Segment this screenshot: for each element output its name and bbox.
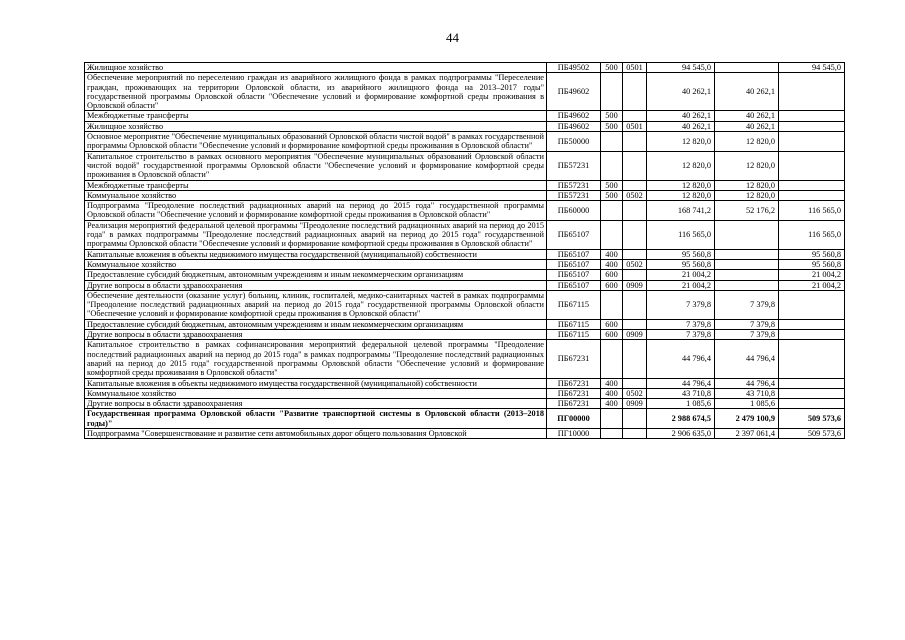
row-name: Основное мероприятие "Обеспечение муниципальных образований Орловской области чистой водой" в рамках государственной программы Орловской области "Обеспечение условий и формирование комфортной среды проживания в Орловской области" <box>85 132 547 152</box>
row-expense-type <box>601 201 623 221</box>
row-section: 0501 <box>623 121 647 131</box>
row-total: 168 741,2 <box>647 201 715 221</box>
row-name: Другие вопросы в области здравоохранения <box>85 330 547 340</box>
row-code: ПБ49602 <box>547 121 601 131</box>
row-code: ПБ49602 <box>547 111 601 121</box>
row-federal: 21 004,2 <box>779 270 845 280</box>
row-section <box>623 378 647 388</box>
row-section: 0501 <box>623 63 647 73</box>
row-regional: 12 820,0 <box>715 190 779 200</box>
row-regional: 2 479 100,9 <box>715 409 779 429</box>
row-section <box>623 270 647 280</box>
row-federal <box>779 132 845 152</box>
row-code: ПБ67115 <box>547 319 601 329</box>
row-regional: 40 262,1 <box>715 111 779 121</box>
row-name: Предоставление субсидий бюджетным, автономным учреждениям и иным некоммерческим организациям <box>85 319 547 329</box>
row-section: 0909 <box>623 330 647 340</box>
table-row <box>85 121 845 131</box>
row-regional: 7 379,8 <box>715 319 779 329</box>
row-total: 21 004,2 <box>647 280 715 290</box>
row-total: 12 820,0 <box>647 190 715 200</box>
row-section: 0502 <box>623 388 647 398</box>
row-code: ПБ57231 <box>547 151 601 180</box>
row-name: Другие вопросы в области здравоохранения <box>85 280 547 290</box>
row-regional <box>715 280 779 290</box>
row-code: ПБ67115 <box>547 330 601 340</box>
row-expense-type <box>601 290 623 319</box>
row-name: Капитальные вложения в объекты недвижимого имущества государственной (муниципальной) собственности <box>85 378 547 388</box>
row-section: 0502 <box>623 190 647 200</box>
table-row <box>85 111 845 121</box>
table-row <box>85 270 845 280</box>
row-section <box>623 319 647 329</box>
row-total: 7 379,8 <box>647 290 715 319</box>
row-name: Государственная программа Орловской области "Развитие транспортной системы в Орловской области (2013–2018 годы)" <box>85 409 547 429</box>
row-code: ПГ00000 <box>547 409 601 429</box>
row-regional <box>715 259 779 269</box>
row-name: Межбюджетные трансферты <box>85 111 547 121</box>
row-code: ПБ67115 <box>547 290 601 319</box>
row-code: ПБ60000 <box>547 201 601 221</box>
page-number: 44 <box>446 30 459 45</box>
row-expense-type: 600 <box>601 330 623 340</box>
row-name: Жилищное хозяйство <box>85 63 547 73</box>
row-section <box>623 428 647 438</box>
row-federal <box>779 151 845 180</box>
row-section <box>623 180 647 190</box>
row-total: 40 262,1 <box>647 73 715 111</box>
row-expense-type <box>601 151 623 180</box>
row-regional: 2 397 061,4 <box>715 428 779 438</box>
row-section: 0909 <box>623 280 647 290</box>
row-regional <box>715 270 779 280</box>
row-regional: 43 710,8 <box>715 388 779 398</box>
row-name: Жилищное хозяйство <box>85 121 547 131</box>
row-name: Коммунальное хозяйство <box>85 388 547 398</box>
row-expense-type <box>601 132 623 152</box>
row-regional: 1 085,6 <box>715 399 779 409</box>
row-regional: 7 379,8 <box>715 290 779 319</box>
row-expense-type: 600 <box>601 280 623 290</box>
row-name: Реализация мероприятий федеральной целевой программы "Преодоление последствий радиационных аварий на период до 2015 года" в рамках подпрограммы "Преодоление последствий радиационных аварий на период до 2015 года" государственной программы Орловской области "Обеспечение условий и формирование комфортной среды проживания в Орловской области" <box>85 220 547 249</box>
row-regional: 12 820,0 <box>715 151 779 180</box>
row-code: ПГ10000 <box>547 428 601 438</box>
row-expense-type: 500 <box>601 190 623 200</box>
row-expense-type <box>601 73 623 111</box>
row-total: 95 560,8 <box>647 249 715 259</box>
row-section: 0909 <box>623 399 647 409</box>
row-code: ПБ67231 <box>547 399 601 409</box>
row-code: ПБ49502 <box>547 63 601 73</box>
table-row <box>85 151 845 180</box>
row-code: ПБ67231 <box>547 340 601 378</box>
row-federal <box>779 73 845 111</box>
table-row <box>85 378 845 388</box>
row-expense-type <box>601 428 623 438</box>
row-section: 0502 <box>623 259 647 269</box>
row-regional: 7 379,8 <box>715 330 779 340</box>
row-total: 40 262,1 <box>647 121 715 131</box>
row-regional: 44 796,4 <box>715 340 779 378</box>
row-name: Другие вопросы в области здравоохранения <box>85 399 547 409</box>
row-code: ПБ57231 <box>547 190 601 200</box>
row-federal <box>779 190 845 200</box>
table-row <box>85 180 845 190</box>
row-expense-type: 600 <box>601 319 623 329</box>
row-total: 1 085,6 <box>647 399 715 409</box>
row-federal: 94 545,0 <box>779 63 845 73</box>
row-regional: 52 176,2 <box>715 201 779 221</box>
row-total: 44 796,4 <box>647 340 715 378</box>
row-federal: 95 560,8 <box>779 259 845 269</box>
row-section <box>623 73 647 111</box>
row-section <box>623 249 647 259</box>
row-name: Капитальное строительство в рамках софинансирования мероприятий федеральной целевой программы "Преодоление последствий радиационных аварий на период до 2015 года" в рамках подпрограммы "Преодоление последствий радиационных аварий на период до 2015 года" государственной программы Орловской области "Обеспечение условий и формирование комфортной среды проживания в Орловской области" <box>85 340 547 378</box>
row-regional: 40 262,1 <box>715 121 779 131</box>
row-regional: 12 820,0 <box>715 132 779 152</box>
table-row <box>85 259 845 269</box>
table-row <box>85 63 845 73</box>
row-section <box>623 132 647 152</box>
table-row <box>85 428 845 438</box>
table-row <box>85 190 845 200</box>
row-total: 94 545,0 <box>647 63 715 73</box>
row-expense-type: 400 <box>601 388 623 398</box>
table-row <box>85 220 845 249</box>
row-expense-type <box>601 340 623 378</box>
row-section <box>623 111 647 121</box>
table-row <box>85 409 845 429</box>
row-expense-type: 600 <box>601 270 623 280</box>
row-federal: 509 573,6 <box>779 409 845 429</box>
row-name: Предоставление субсидий бюджетным, автономным учреждениям и иным некоммерческим организациям <box>85 270 547 280</box>
row-total: 12 820,0 <box>647 180 715 190</box>
row-regional <box>715 63 779 73</box>
row-federal: 509 573,6 <box>779 428 845 438</box>
row-expense-type: 500 <box>601 121 623 131</box>
row-name: Коммунальное хозяйство <box>85 259 547 269</box>
row-regional: 44 796,4 <box>715 378 779 388</box>
table-row <box>85 290 845 319</box>
table-row <box>85 73 845 111</box>
row-code: ПБ65107 <box>547 280 601 290</box>
row-federal <box>779 340 845 378</box>
table-row <box>85 388 845 398</box>
row-section <box>623 201 647 221</box>
row-expense-type: 400 <box>601 259 623 269</box>
row-total: 7 379,8 <box>647 319 715 329</box>
table-row <box>85 132 845 152</box>
row-total: 7 379,8 <box>647 330 715 340</box>
row-federal: 116 565,0 <box>779 220 845 249</box>
row-expense-type: 400 <box>601 399 623 409</box>
table-row <box>85 399 845 409</box>
row-regional: 12 820,0 <box>715 180 779 190</box>
row-federal <box>779 180 845 190</box>
row-total: 116 565,0 <box>647 220 715 249</box>
row-federal <box>779 330 845 340</box>
row-regional <box>715 249 779 259</box>
row-federal <box>779 399 845 409</box>
row-expense-type: 500 <box>601 63 623 73</box>
row-total: 44 796,4 <box>647 378 715 388</box>
row-section <box>623 151 647 180</box>
row-name: Капитальные вложения в объекты недвижимого имущества государственной (муниципальной) собственности <box>85 249 547 259</box>
row-federal <box>779 290 845 319</box>
row-name: Обеспечение деятельности (оказание услуг) больниц, клиник, госпиталей, медико-санитарных частей в рамках подпрограммы "Преодоление последствий радиационных аварий на период до 2015 года" государственной программы Орловской области "Обеспечение условий и формирование комфортной среды проживания в Орловской области" <box>85 290 547 319</box>
row-total: 12 820,0 <box>647 132 715 152</box>
row-code: ПБ57231 <box>547 180 601 190</box>
row-name: Межбюджетные трансферты <box>85 180 547 190</box>
row-section <box>623 409 647 429</box>
row-name: Подпрограмма "Преодоление последствий радиационных аварий на период до 2015 года" государственной программы Орловской области "Обеспечение условий и формирование комфортной среды проживания в Орловской области" <box>85 201 547 221</box>
table-row <box>85 340 845 378</box>
row-code: ПБ49602 <box>547 73 601 111</box>
row-expense-type: 500 <box>601 111 623 121</box>
row-federal <box>779 319 845 329</box>
row-code: ПБ65107 <box>547 220 601 249</box>
row-total: 40 262,1 <box>647 111 715 121</box>
budget-table <box>84 62 845 439</box>
row-code: ПБ67231 <box>547 378 601 388</box>
table-row <box>85 201 845 221</box>
row-code: ПБ50000 <box>547 132 601 152</box>
row-section <box>623 290 647 319</box>
row-total: 2 906 635,0 <box>647 428 715 438</box>
row-section <box>623 340 647 378</box>
row-federal: 116 565,0 <box>779 201 845 221</box>
row-federal <box>779 388 845 398</box>
table-row <box>85 319 845 329</box>
row-expense-type <box>601 220 623 249</box>
row-name: Подпрограмма "Совершенствование и развитие сети автомобильных дорог общего пользования Орловской <box>85 428 547 438</box>
row-code: ПБ67231 <box>547 388 601 398</box>
table-row <box>85 280 845 290</box>
row-federal: 95 560,8 <box>779 249 845 259</box>
table-row <box>85 249 845 259</box>
row-expense-type: 400 <box>601 249 623 259</box>
table-row <box>85 330 845 340</box>
row-total: 43 710,8 <box>647 388 715 398</box>
row-total: 2 988 674,5 <box>647 409 715 429</box>
row-federal: 21 004,2 <box>779 280 845 290</box>
row-section <box>623 220 647 249</box>
row-expense-type: 400 <box>601 378 623 388</box>
row-federal <box>779 378 845 388</box>
row-total: 12 820,0 <box>647 151 715 180</box>
row-expense-type <box>601 409 623 429</box>
row-name: Капитальное строительство в рамках основного мероприятия "Обеспечение муниципальных образований Орловской области чистой водой" государственной программы Орловской области "Обеспечение условий и формирование комфортной среды проживания в Орловской области" <box>85 151 547 180</box>
row-total: 95 560,8 <box>647 259 715 269</box>
row-code: ПБ65107 <box>547 259 601 269</box>
row-regional <box>715 220 779 249</box>
row-code: ПБ65107 <box>547 249 601 259</box>
row-name: Обеспечение мероприятий по переселению граждан из аварийного жилищного фонда в рамках подпрограммы "Переселение граждан, проживающих на территории Орловской области, из аварийного жилищного фонда на 2013–2017 годы" государственной программы Орловской области "Обеспечение условий и формирование комфортной среды проживания в Орловской области" <box>85 73 547 111</box>
row-name: Коммунальное хозяйство <box>85 190 547 200</box>
row-total: 21 004,2 <box>647 270 715 280</box>
row-federal <box>779 111 845 121</box>
row-code: ПБ65107 <box>547 270 601 280</box>
row-federal <box>779 121 845 131</box>
row-regional: 40 262,1 <box>715 73 779 111</box>
row-expense-type: 500 <box>601 180 623 190</box>
